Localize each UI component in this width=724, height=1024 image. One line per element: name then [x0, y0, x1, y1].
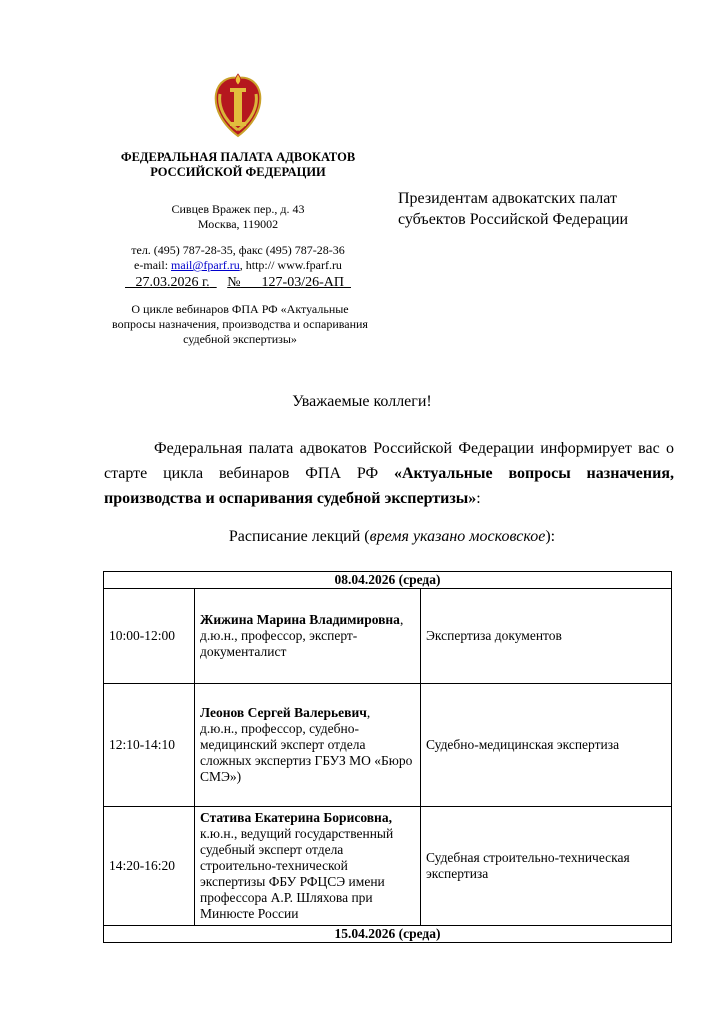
lecture-topic: Судебно-медицинская экспертиза — [421, 684, 672, 807]
recipient: Президентам адвокатских палат субъектов Российской Федерации — [398, 190, 629, 228]
org-phone: тел. (495) 787-28-35, факс (495) 787-28-36 — [131, 243, 345, 257]
greeting: Уважаемые коллеги! — [292, 393, 432, 410]
lecturer — [195, 807, 421, 926]
document-subject: О цикле вебинаров ФПА РФ «Актуальные вопросы назначения, производства и оспаривания судебной экспертизы» — [112, 302, 368, 346]
org-name: ФЕДЕРАЛЬНАЯ ПАЛАТА АДВОКАТОВ РОССИЙСКОЙ ФЕДЕРАЦИИ — [120, 150, 356, 179]
webinar-title: «Актуальные вопросы назначения, производства и оспаривания судебной экспертизы» — [104, 465, 674, 507]
lecturer-name: Леонов Сергей Валерьевич — [200, 705, 367, 720]
fpa-emblem-logo — [210, 72, 266, 140]
lecturer-name: Жижина Марина Владимировна — [200, 612, 400, 627]
lecture-topic: Судебная строительно-техническая экспертиза — [421, 807, 672, 926]
day-heading: 15.04.2026 (среда) — [104, 926, 672, 943]
lecturer-credentials: д.ю.н., профессор, эксперт-документалист — [200, 628, 358, 659]
date-row — [104, 926, 672, 943]
lecturer-credentials: к.ю.н., ведущий государственный судебный эксперт отдела строительно-технической экспертизы ФБУ РФЦСЭ имени профессора А.Р. Шляхова при Минюсте России — [200, 826, 394, 921]
lecturer: Леонов Сергей Валерьевич, д.ю.н., профессор, судебно-медицинский эксперт отдела сложных экспертиз ГБУЗ МО «Бюро СМЭ») — [195, 684, 421, 807]
day-heading: 08.04.2026 (среда) — [104, 572, 672, 589]
document-number: 127-03/26-АП — [261, 275, 344, 290]
intro-paragraph: Федеральная палата адвокатов Российской Федерации информирует вас о старте цикла вебинаров ФПА РФ «Актуальные вопросы назначения, производства и оспаривания судебной экспертизы»: — [104, 440, 674, 507]
document-date: 27.03.2026 г. — [135, 275, 210, 290]
letterhead — [100, 150, 376, 273]
schedule-table — [103, 571, 672, 943]
lecture-time: 12:10-14:10 — [104, 684, 195, 807]
schedule-title: Расписание лекций (время указано московское): — [228, 528, 556, 545]
email-link[interactable]: mail@fparf.ru — [171, 258, 240, 272]
lecturer-name: Статива Екатерина Борисовна, — [200, 810, 392, 825]
lecture-topic: Экспертиза документов — [421, 589, 672, 684]
table-row — [104, 684, 672, 807]
lecture-time: 14:20-16:20 — [104, 807, 195, 926]
org-contacts — [100, 243, 376, 273]
lecture-time: 10:00-12:00 — [104, 589, 195, 684]
lecturer-credentials: д.ю.н., профессор, судебно-медицинский эксперт отдела сложных экспертиз ГБУЗ МО «Бюро СМЭ») — [200, 721, 413, 784]
org-address: Сивцев Вражек пер., д. 43 Москва, 119002 — [171, 202, 305, 231]
table-row — [104, 589, 672, 684]
org-email-web: e-mail: mail@fparf.ru, http:// www.fparf.ru — [134, 258, 342, 272]
lecturer: Жижина Марина Владимировна, д.ю.н., профессор, эксперт-документалист — [195, 589, 421, 684]
document-reference — [100, 275, 376, 291]
number-sign: № — [227, 275, 241, 290]
table-row — [104, 807, 672, 926]
date-row — [104, 572, 672, 589]
